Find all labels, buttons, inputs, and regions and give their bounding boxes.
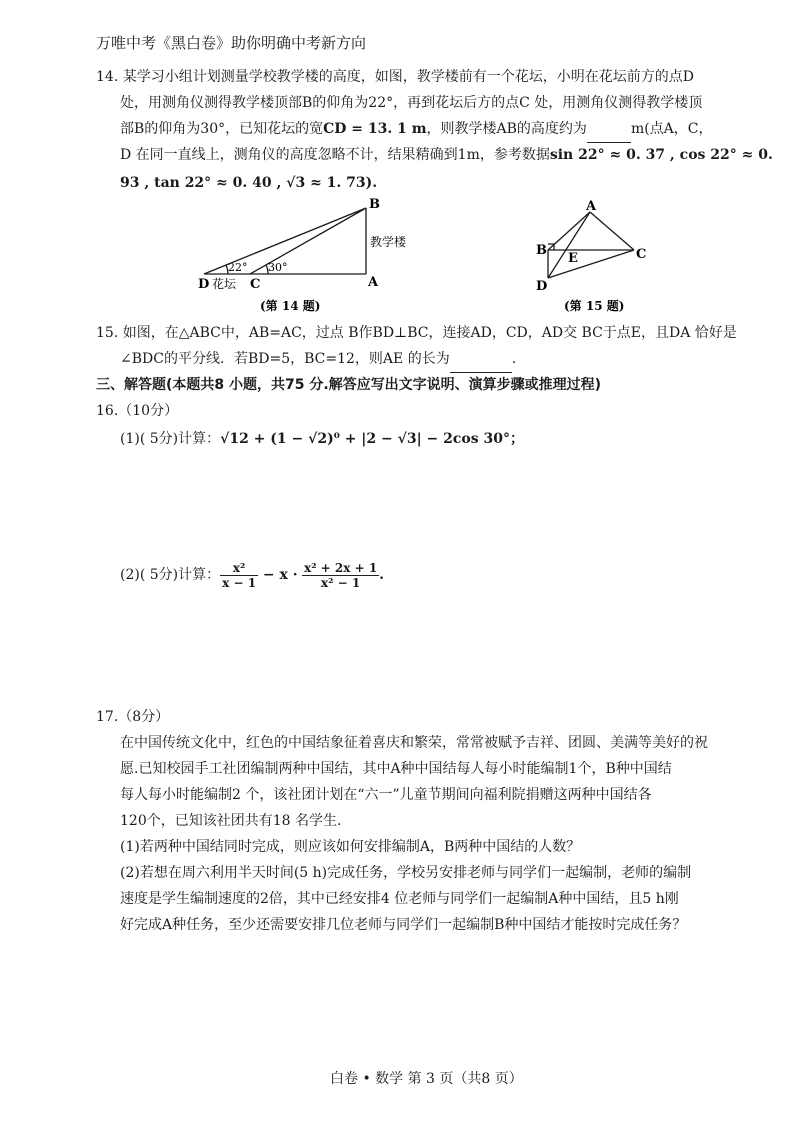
q17-line-3: 每人每小时能编制2 个，该社团计划在“六一”儿童节期间向福利院捐赠这两种中国结各 [120, 787, 652, 803]
q14-line-3-text-c: m(点A，C， [630, 121, 713, 137]
q14-line-3-text-b: ，则教学楼AB的高度约为 [426, 121, 587, 137]
q17-title: 17.（8分） [96, 709, 170, 725]
label-b: B [369, 197, 380, 212]
label-d: D [198, 277, 210, 292]
q14-line-3 [120, 116, 713, 143]
label-a: A [368, 275, 379, 290]
figure-15 [520, 198, 650, 318]
fraction-2 [302, 561, 379, 590]
section-3-heading: 三、解答题(本题共8 小题，共75 分.解答应写出文字说明、演算步骤或推理过程) [96, 377, 602, 393]
q17-line-1: 在中国传统文化中，红色的中国结象征着喜庆和繁荣，常常被赋予吉祥、团圆、美满等美好的祝 [120, 735, 708, 751]
figure-14-caption: (第 14 题) [260, 299, 321, 313]
label-a: A [586, 199, 597, 214]
label-flowerbed: 花坛 [212, 277, 237, 291]
q17-line-5: (1)若两种中国结同时完成，则应该如何安排编制A，B两种中国结的人数？ [120, 839, 581, 855]
q15-line-2-end: . [511, 351, 517, 367]
q15-answer-blank [450, 346, 512, 373]
q17-line-8: 好完成A种任务，至少还需要安排几位老师与同学们一起编制B种中国结才能按时完成任务？ [120, 917, 687, 933]
q16-part-2 [120, 560, 384, 590]
q17-line-2: 愿.已知校园手工社团编制两种中国结，其中A种中国结每人每小时能编制1个，B种中国结 [120, 761, 672, 777]
page-header: 万唯中考《黑白卷》助你明确中考新方向 [96, 34, 367, 52]
label-b: B [536, 243, 547, 258]
q15-line-2 [120, 346, 516, 373]
label-e: E [568, 251, 578, 266]
q14-answer-blank [587, 116, 631, 143]
segment-ac [590, 212, 634, 250]
fraction-2-denominator: x² − 1 [321, 575, 361, 590]
q16-part-1-label: (1)( 5分)计算： [120, 431, 221, 447]
q14-reference-data-2: 93 , tan 22° ≈ 0. 40 , √3 ≈ 1. 73). [120, 175, 378, 191]
q14-line-2: 处，用测角仪测得教学楼顶部B的仰角为22°，再到花坛后方的点C 处，用测角仪测得教学楼顶 [120, 95, 703, 111]
label-angle-22: 22° [228, 261, 248, 274]
q16-title: 16.（10分） [96, 403, 179, 419]
fraction-1-numerator: x² [220, 561, 258, 576]
q14-line-1: 14. 某学习小组计划测量学校教学楼的高度，如图，教学楼前有一个花坛，小明在花坛前方的点D [96, 69, 694, 85]
fraction-1 [220, 561, 258, 590]
q17-line-6: (2)若想在周六利用半天时间(5 h)完成任务，学校另安排老师与同学们一起编制，老师的编制 [120, 865, 692, 881]
q14-reference-data-1: sin 22° ≈ 0. 37 , cos 22° ≈ 0. [549, 147, 773, 163]
q14-cd-value: CD = 13. 1 m [323, 121, 427, 137]
figure-14 [190, 196, 430, 318]
q15-line-2-text: ∠BDC的平分线．若BD=5，BC=12，则AE 的长为 [120, 351, 450, 367]
fraction-2-numerator: x² + 2x + 1 [304, 560, 378, 575]
q17-line-4: 120个，已知该社团共有18 名学生. [120, 813, 342, 829]
fraction-1-denominator: x − 1 [222, 575, 257, 590]
q16-part-2-label: (2)( 5分)计算： [120, 567, 221, 583]
q16-part-1 [120, 426, 524, 452]
page-footer: 白卷 • 数学 第 3 页（共8 页） [330, 1071, 523, 1087]
label-angle-30: 30° [268, 261, 288, 274]
figure-15-caption: (第 15 题) [564, 299, 625, 313]
q14-line-5 [120, 170, 377, 196]
label-building: 教学楼 [370, 235, 407, 249]
label-d: D [536, 279, 548, 294]
q15-line-1: 15. 如图，在△ABC中，AB=AC，过点 B作BD⊥BC，连接AD，CD，AD交 BC于点E，且DA 恰好是 [96, 325, 737, 341]
q16-part-1-expression: √12 + (1 − √2)⁰ + |2 − √3| − 2cos 30°； [220, 431, 524, 447]
q17-line-7: 速度是学生编制速度的2倍，其中已经安排4 位老师与同学们一起编制A种中国结，且5 h刚 [120, 891, 679, 907]
label-c: C [250, 277, 261, 292]
segment-cd [548, 250, 634, 278]
label-c: C [636, 247, 647, 262]
q16-part-2-end: . [379, 567, 385, 583]
q14-line-4-text: D 在同一直线上，测角仪的高度忽略不计，结果精确到1m，参考数据 [120, 147, 550, 163]
q14-line-3-text-a: 部B的仰角为30°，已知花坛的宽 [120, 121, 324, 137]
q16-part-2-middle: − x · [258, 567, 298, 583]
q14-line-4 [120, 142, 773, 168]
